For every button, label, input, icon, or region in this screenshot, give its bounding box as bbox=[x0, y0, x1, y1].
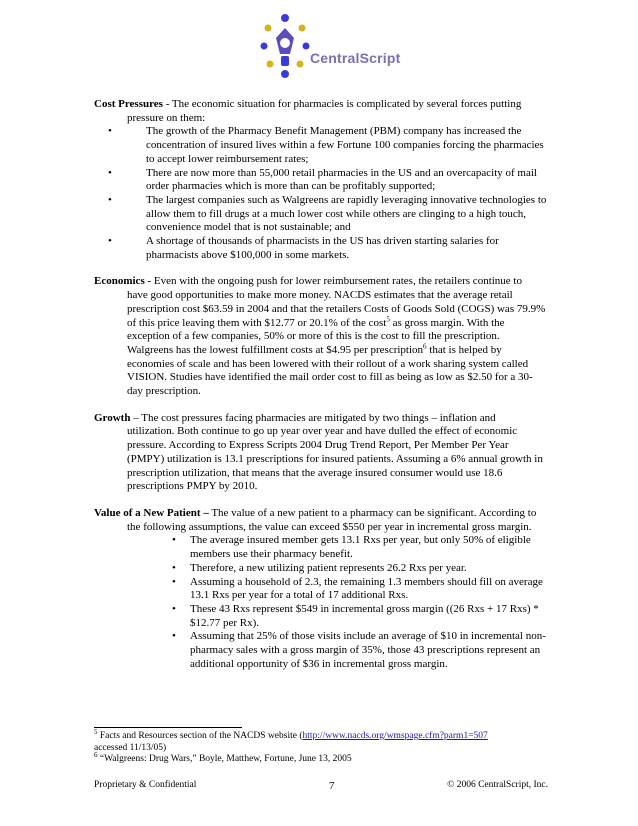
nacds-link[interactable]: http://www.nacds.org/wmspage.cfm?parm1=507 bbox=[302, 731, 488, 741]
footnote-number: 6 bbox=[94, 750, 98, 759]
footnote-ref-5: 5 bbox=[386, 314, 390, 323]
footnote-text: accessed 11/13/05) bbox=[94, 742, 167, 753]
section-body: the following assumptions, the value can exceed $550 per year in incremental gross margin. bbox=[127, 520, 532, 533]
footnote-number: 5 bbox=[94, 727, 98, 736]
section-body: pressure on them: bbox=[127, 111, 206, 124]
footer-copyright: © 2006 CentralScript, Inc. bbox=[447, 780, 548, 790]
section-lead-text: The value of a new patient to a pharmacy can be significant. According to bbox=[208, 506, 537, 519]
footnote-6 bbox=[94, 750, 554, 766]
footnote-ref-6: 6 bbox=[423, 342, 427, 351]
footnote-5 bbox=[94, 727, 554, 754]
body-text: have good opportunities to make more money. NACDS estimates that the average retail prescription cost $63.59 in 2004 and that the retailers Costs of Goods Sold (COGS) was 79.9% of this price leaving them with $12.77 or 20.1% of the cost bbox=[127, 289, 546, 329]
section-lead-text: - Even with the ongoing push for lower reimbursement rates, the retailers continue to bbox=[144, 275, 522, 288]
document-body bbox=[94, 98, 548, 684]
section-lead-text: - The economic situation for pharmacies is complicated by several forces putting bbox=[162, 98, 522, 110]
bullet-list bbox=[94, 125, 548, 262]
section-value-new-patient bbox=[94, 507, 548, 671]
list-item: • The growth of the Pharmacy Benefit Management (PBM) company has increased the concentration of insured lives within a few Fortune 100 companies forcing the pharmacies to accept lower reimbursement rates; bbox=[94, 125, 548, 166]
footnote-text: Facts and Resources section of the NACDS website ( bbox=[97, 731, 303, 741]
footnotes bbox=[94, 727, 554, 766]
logo-wordmark: CentralScript bbox=[310, 50, 401, 66]
section-body: utilization. Both continue to go up year over year and have dulled the effect of economic pressure. According to Express Scripts 2004 Drug Trend Report, Per Member Per Year (PMPY) utilization is 13.1 prescriptions for insured patients. Assuming a 6% annual growth in prescription utilization, that means that the average insured consumer would use 18.6 prescriptions PMPY by 2010. bbox=[127, 425, 543, 493]
list-item: • Assuming a household of 2.3, the remaining 1.3 members should fill on average 13.1 Rxs per year for a total of 17 additional Rxs. bbox=[94, 576, 548, 603]
list-item: • These 43 Rxs represent $549 in incremental gross margin ((26 Rxs + 17 Rxs) * $12.77 per Rx). bbox=[94, 603, 548, 630]
list-item: • The largest companies such as Walgreens are rapidly leveraging innovative technologies to allow them to fill drugs at a much lower cost while others are clinging to a high touch, convenience model that is not sustainable; and bbox=[94, 194, 548, 235]
list-item: • There are now more than 55,000 retail pharmacies in the US and an overcapacity of mail order pharmacies which is more than can be profitably supported; bbox=[94, 167, 548, 194]
section-body bbox=[94, 289, 548, 399]
logo-mark-icon bbox=[258, 10, 312, 84]
page-number: 7 bbox=[329, 780, 335, 792]
page-footer bbox=[94, 780, 548, 794]
section-cost-pressures bbox=[94, 98, 548, 262]
body-text: that is helped by economies of scale and has been lowered with their rollout of a work sharing system called VISION. Studies have identified the mail order cost to fill as being as low as $2.50 for a 30-day prescription. bbox=[127, 343, 533, 398]
centralscript-logo bbox=[258, 10, 408, 88]
list-item: • The average insured member gets 13.1 Rxs per year, but only 50% of eligible members use their pharmacy benefit. bbox=[94, 534, 548, 561]
list-item: • Assuming that 25% of those visits include an average of $10 in incremental non-pharmacy sales with a gross margin of 35%, those 43 prescriptions represent an additional opportunity of $36 in incremental gross margin. bbox=[94, 630, 548, 671]
footnote-text: “Walgreens: Drug Wars,” Boyle, Matthew, Fortune, June 13, 2005 bbox=[97, 754, 352, 764]
footnote-divider bbox=[94, 727, 242, 728]
footer-confidential: Proprietary & Confidential bbox=[94, 780, 197, 790]
section-growth bbox=[94, 412, 548, 494]
list-item: • Therefore, a new utilizing patient represents 26.2 Rxs per year. bbox=[94, 562, 548, 576]
list-item: • A shortage of thousands of pharmacists in the US has driven starting salaries for pharmacists above $100,000 in some markets. bbox=[94, 235, 548, 262]
section-heading: Value of a New Patient – bbox=[94, 506, 209, 519]
body-text: as gross margin. With the exception of a few companies, 50% or more of this is the cost to fill the prescription. Walgreens has the lowest fulfillment costs at $4.95 per prescription bbox=[127, 316, 505, 356]
section-economics bbox=[94, 275, 548, 398]
section-heading: Economics bbox=[94, 275, 145, 288]
section-heading: Cost Pressures bbox=[94, 98, 163, 110]
section-heading: Growth bbox=[94, 411, 131, 424]
bullet-list bbox=[94, 534, 548, 671]
section-lead-text: – The cost pressures facing pharmacies are mitigated by two things – inflation and bbox=[130, 411, 496, 424]
